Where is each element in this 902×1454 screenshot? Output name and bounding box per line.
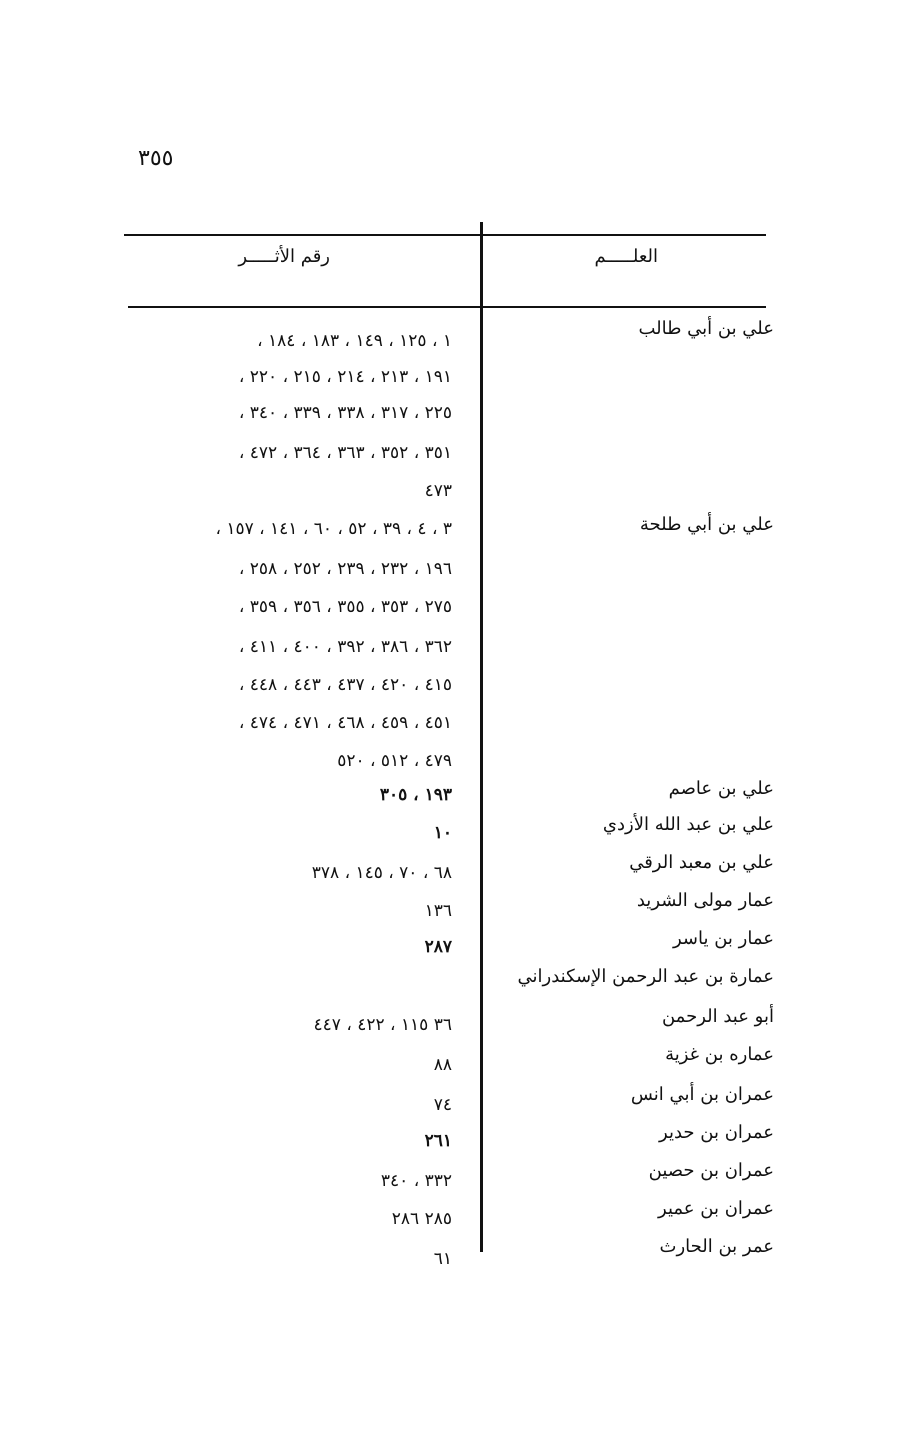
entry-name: علي بن معبد الرقي: [629, 852, 774, 873]
entry-name: علي بن عاصم: [668, 778, 774, 799]
entry-name: عمار بن ياسر: [673, 928, 774, 949]
entry-name: عماره بن غزية: [665, 1044, 774, 1065]
entry-name: عمر بن الحارث: [659, 1236, 774, 1257]
ref-line: ٤٥١ ، ٤٥٩ ، ٤٦٨ ، ٤٧١ ، ٤٧٤ ،: [238, 713, 452, 733]
entry-name: علي بن أبي طلحة: [639, 514, 774, 535]
entry-name: عمارة بن عبد الرحمن الإسكندراني: [517, 966, 774, 987]
ref-line: ١٠: [433, 823, 452, 843]
ref-line: ٦١: [433, 1249, 452, 1269]
entry-name: عمران بن حدير: [659, 1122, 774, 1143]
ref-line: ١٩٣ ، ٣٠٥: [379, 785, 452, 805]
ref-line: ٤٧٣: [424, 481, 452, 501]
ref-line: ١٩٦ ، ٢٣٢ ، ٢٣٩ ، ٢٥٢ ، ٢٥٨ ،: [238, 559, 452, 579]
column-header-refs: رقم الأثـــــر: [238, 246, 330, 267]
ref-line: ٣٦٢ ، ٣٨٦ ، ٣٩٢ ، ٤٠٠ ، ٤١١ ،: [238, 637, 452, 657]
column-divider: [480, 222, 483, 1252]
entry-name: أبو عبد الرحمن: [661, 1006, 774, 1027]
ref-line: ٢٢٥ ، ٣١٧ ، ٣٣٨ ، ٣٣٩ ، ٣٤٠ ،: [238, 403, 452, 423]
ref-line: ٨٨: [433, 1055, 452, 1075]
ref-line: ٦٨ ، ٧٠ ، ١٤٥ ، ٣٧٨: [311, 863, 452, 883]
entry-name: عمران بن حصين: [648, 1160, 774, 1181]
column-header-name: العلـــــم: [594, 246, 658, 267]
ref-line: ٣٥١ ، ٣٥٢ ، ٣٦٣ ، ٣٦٤ ، ٤٧٢ ،: [238, 443, 452, 463]
ref-line: ٤٧٩ ، ٥١٢ ، ٥٢٠: [337, 751, 452, 771]
ref-line: ٣٣٢ ، ٣٤٠: [380, 1171, 452, 1191]
ref-line: ١٣٦: [424, 901, 452, 921]
top-rule: [124, 234, 766, 236]
ref-line: ٢٨٥ ٢٨٦: [391, 1209, 452, 1229]
entry-name: عمار مولى الشريد: [636, 890, 774, 911]
ref-line: ١ ، ١٢٥ ، ١٤٩ ، ١٨٣ ، ١٨٤ ،: [257, 331, 452, 351]
header-rule: [128, 306, 766, 308]
entry-name: علي بن أبي طالب: [638, 318, 774, 339]
page-number: ٣٥٥: [138, 146, 174, 171]
ref-line: ٤١٥ ، ٤٢٠ ، ٤٣٧ ، ٤٤٣ ، ٤٤٨ ،: [238, 675, 452, 695]
ref-line: ٢٦١: [424, 1131, 452, 1151]
entry-name: عمران بن أبي انس: [630, 1084, 774, 1105]
ref-line: ٣ ، ٤ ، ٣٩ ، ٥٢ ، ٦٠ ، ١٤١ ، ١٥٧ ،: [215, 519, 452, 539]
ref-line: ٢٨٧: [424, 937, 452, 957]
entry-name: عمران بن عمير: [658, 1198, 774, 1219]
ref-line: ٢٧٥ ، ٣٥٣ ، ٣٥٥ ، ٣٥٦ ، ٣٥٩ ،: [238, 597, 452, 617]
ref-line: ٣٦ ١١٥ ، ٤٢٢ ، ٤٤٧: [313, 1015, 452, 1035]
entry-name: علي بن عبد الله الأزدي: [602, 814, 774, 835]
ref-line: ٧٤: [433, 1095, 452, 1115]
ref-line: ١٩١ ، ٢١٣ ، ٢١٤ ، ٢١٥ ، ٢٢٠ ،: [238, 367, 452, 387]
